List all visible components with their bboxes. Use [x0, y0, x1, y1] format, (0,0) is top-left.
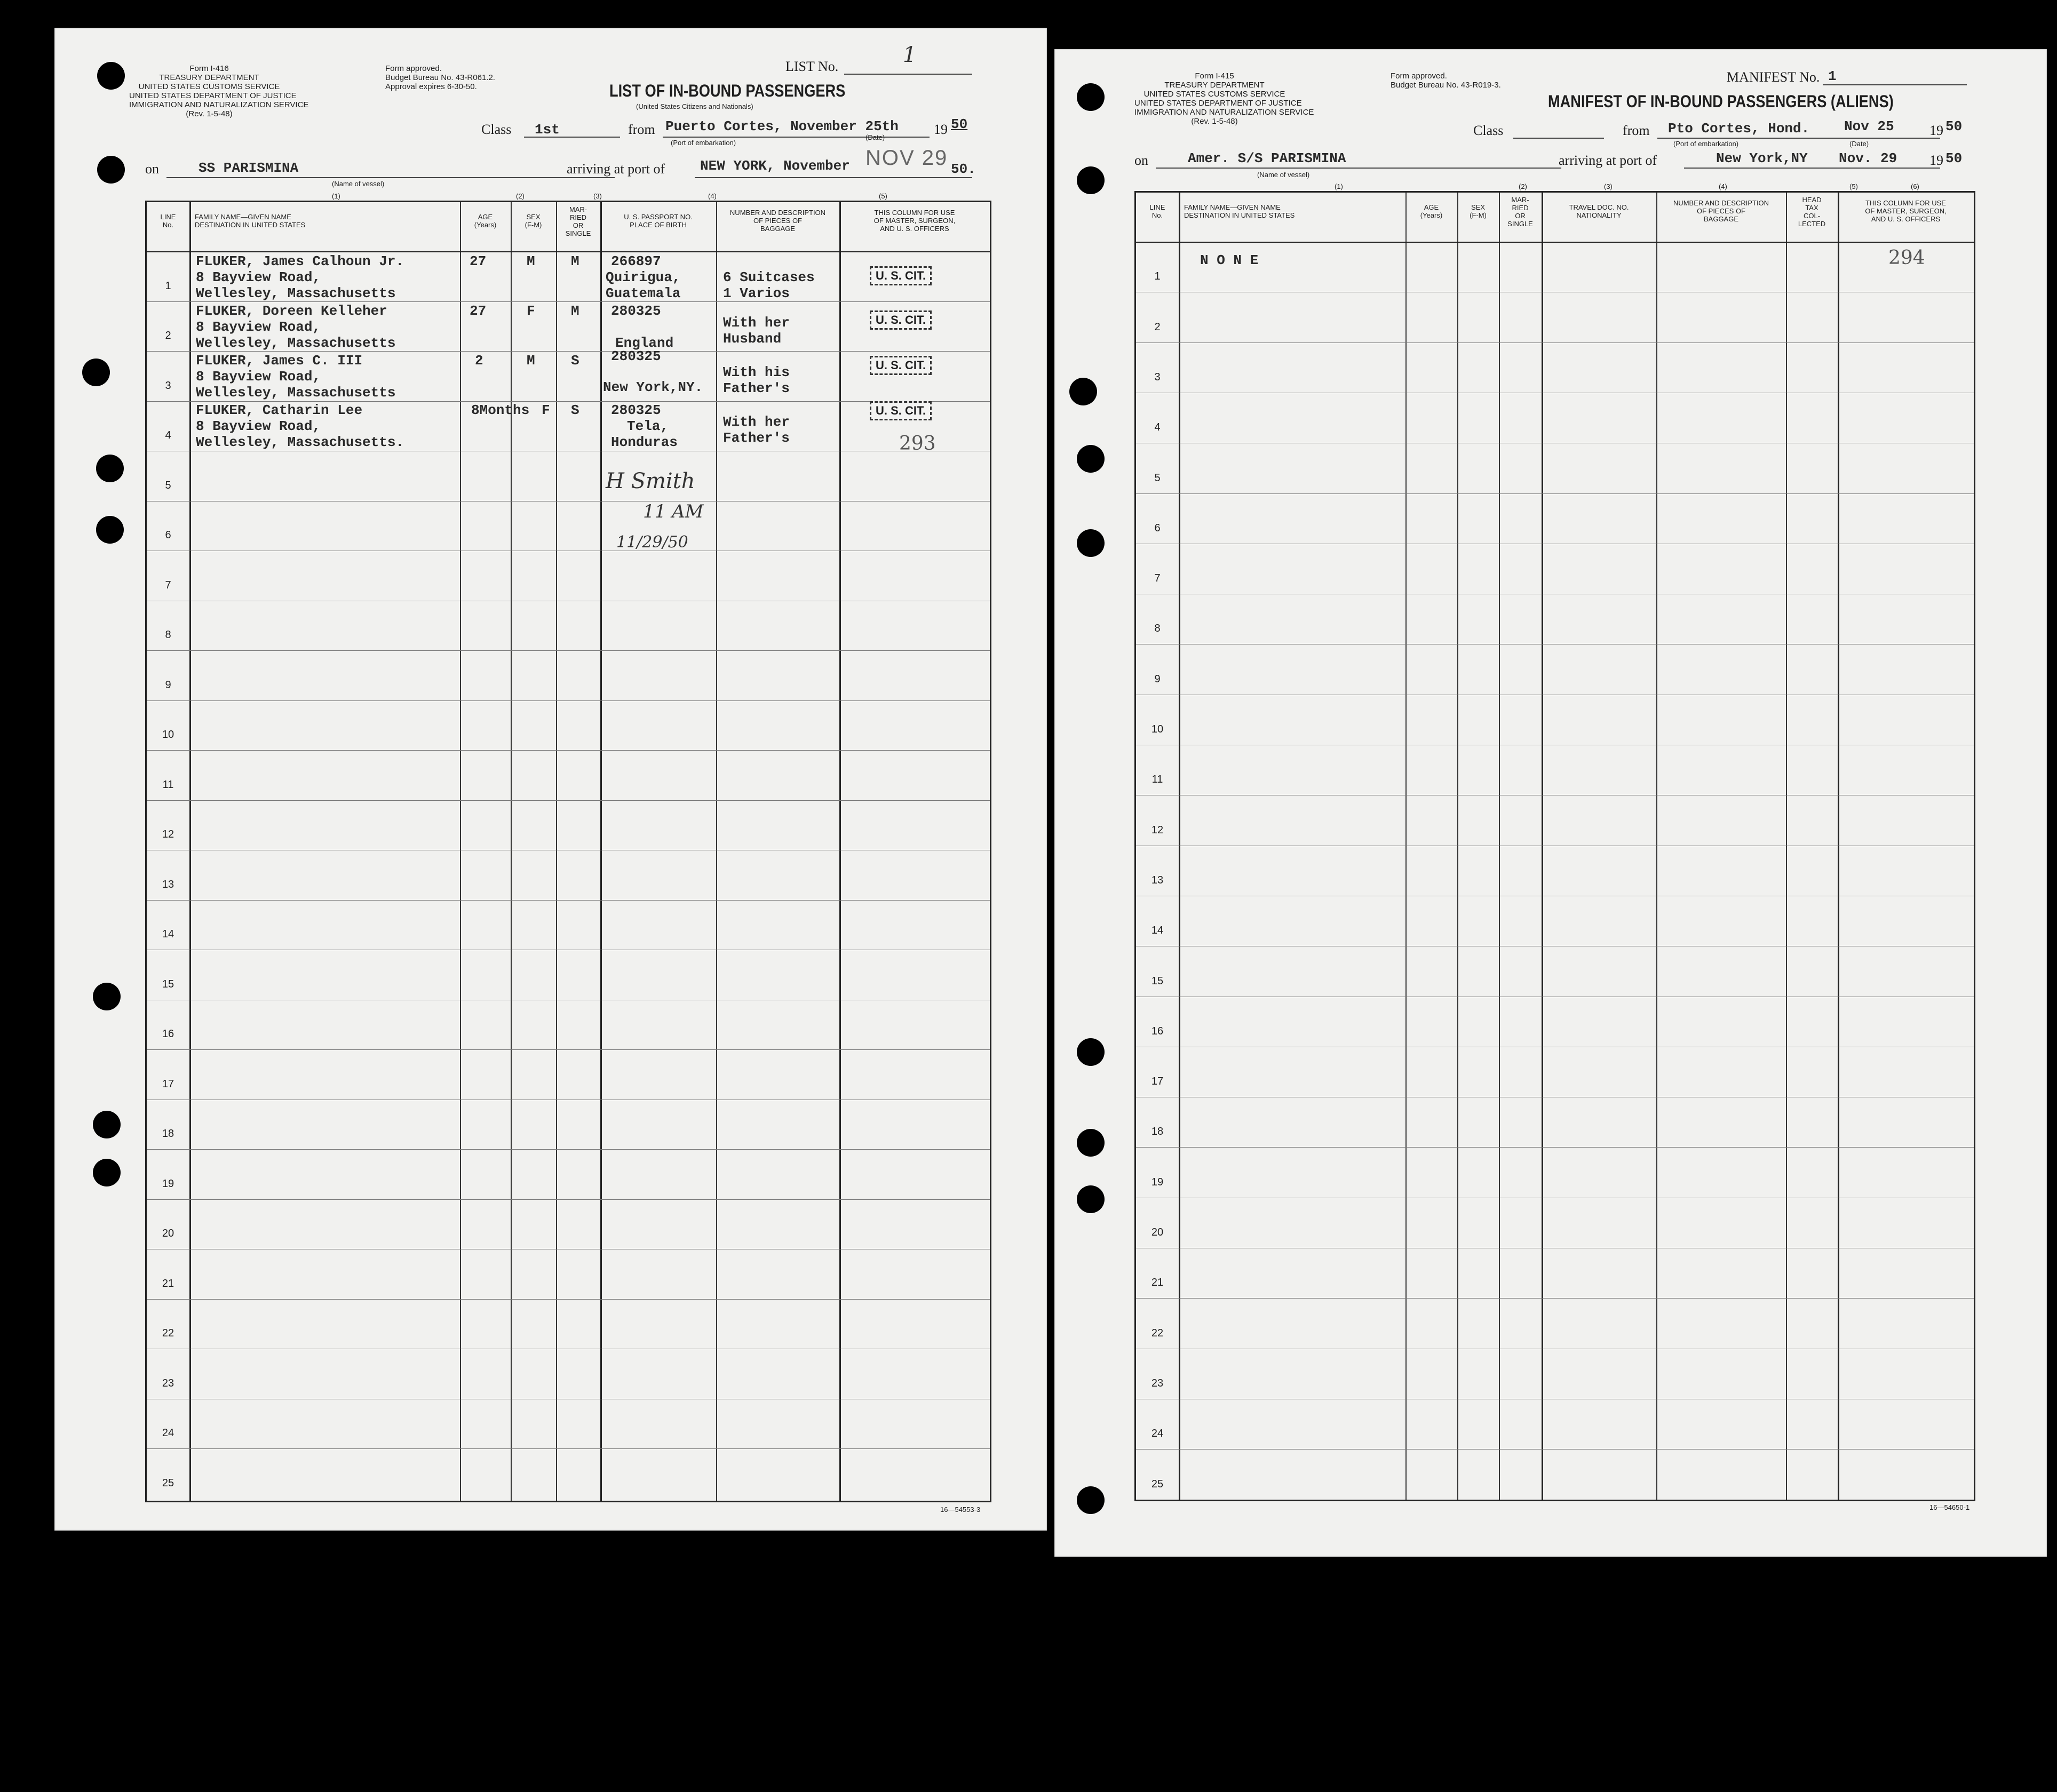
passenger-married: S: [571, 353, 579, 369]
citizen-stamp: U. S. CIT.: [870, 266, 932, 285]
header-name: FAMILY NAME—GIVEN NAME DESTINATION IN UNITED STATES: [195, 213, 306, 229]
passenger-age: 8Months: [471, 402, 530, 418]
vessel-name: Amer. S/S PARISMINA: [1188, 150, 1346, 166]
baggage-desc: 6 Suitcases: [723, 269, 815, 285]
vessel-caption: (Name of vessel): [1257, 171, 1310, 179]
header-officers: THIS COLUMN FOR USE OF MASTER, SURGEON, AND U. S. OFFICERS: [873, 209, 956, 233]
date-caption: (Date): [865, 133, 885, 141]
passenger-address: 8 Bayview Road,: [196, 418, 321, 434]
approval-expires: Approval expires 6-30-50.: [385, 82, 477, 91]
line-number: 11: [1151, 774, 1163, 786]
line-number: 12: [162, 829, 174, 840]
line-number: 19: [1151, 1176, 1164, 1188]
line-number: 23: [1151, 1377, 1164, 1389]
header-married: MAR- RIED OR SINGLE: [1507, 196, 1533, 228]
page-title: LIST OF IN-BOUND PASSENGERS: [609, 81, 846, 100]
doj-name: UNITED STATES DEPARTMENT OF JUSTICE: [129, 91, 297, 100]
citizen-stamp: U. S. CIT.: [870, 310, 932, 330]
line-number: 6: [1154, 522, 1161, 534]
line-number: 10: [1151, 723, 1164, 735]
passenger-age: 27: [470, 253, 487, 269]
inspection-date: 11/29/50: [616, 533, 688, 552]
row-divider: [147, 1149, 990, 1150]
line-number: 18: [162, 1128, 174, 1140]
passenger-name: FLUKER, James Calhoun Jr.: [196, 253, 404, 269]
arrival-date-stamp: NOV 29: [865, 146, 948, 170]
list-no-label: LIST No.: [785, 59, 839, 74]
dept-name: TREASURY DEPARTMENT: [159, 73, 259, 82]
vessel-caption: (Name of vessel): [332, 180, 385, 188]
punch-hole: [93, 1111, 121, 1138]
col-num: (4): [708, 192, 717, 200]
punch-hole: [1077, 83, 1105, 111]
passenger-address: 8 Bayview Road,: [196, 269, 321, 285]
line-number: 4: [1154, 421, 1161, 434]
arrival-year: 50: [1945, 150, 1963, 166]
line-number: 22: [162, 1327, 174, 1339]
birth-country: Honduras: [611, 434, 678, 450]
passport-number: 280325: [611, 402, 661, 418]
punch-hole: [1077, 1486, 1105, 1514]
form-approved: Form approved.: [1391, 71, 1447, 81]
passenger-address: 8 Bayview Road,: [196, 319, 321, 335]
passenger-city: Wellesley, Massachusetts: [196, 385, 396, 401]
header-sex: SEX (F-M): [1470, 203, 1487, 219]
line-number: 19: [162, 1177, 174, 1190]
arriving-label: arriving at port of: [1559, 153, 1657, 168]
manifest-no-label: MANIFEST No.: [1727, 69, 1820, 85]
birth-place: Quirigua,: [606, 269, 681, 285]
punch-hole: [96, 455, 124, 482]
revision: (Rev. 1-5-48): [186, 109, 233, 118]
punch-hole: [96, 516, 124, 544]
form-id: Form I-415: [1195, 71, 1234, 81]
baggage-desc-2: Father's: [723, 380, 790, 396]
line-number: 8: [165, 629, 171, 641]
citizen-stamp: U. S. CIT.: [870, 356, 932, 375]
passenger-row: [147, 348, 990, 401]
col-num: (3): [593, 192, 602, 200]
header-line-no: LINE No.: [160, 213, 176, 229]
arriving-port: New York,NY: [1716, 150, 1808, 166]
col-num: (1): [1335, 182, 1343, 190]
port-embarkation-caption: (Port of embarkation): [671, 139, 736, 147]
col-num: (5): [879, 192, 887, 200]
right-manifest-page: [1054, 49, 2047, 1557]
line-number: 14: [162, 928, 174, 940]
header-age: AGE (Years): [474, 213, 497, 229]
line-number: 15: [1151, 975, 1164, 987]
birth-country: England: [615, 335, 674, 351]
passenger-row: [147, 251, 990, 301]
header-baggage: NUMBER AND DESCRIPTION OF PIECES OF BAGGAGE: [1673, 199, 1769, 223]
line-number: 8: [1154, 623, 1161, 635]
baggage-desc: With her: [723, 414, 790, 430]
class-label: Class: [481, 122, 512, 137]
passenger-name: FLUKER, James C. III: [196, 353, 363, 369]
left-manifest-page: [54, 28, 1047, 1531]
birth-country: Guatemala: [606, 285, 681, 301]
header-line-no: LINE No.: [1149, 203, 1165, 219]
line-number: 17: [162, 1078, 174, 1090]
budget-no: Budget Bureau No. 43-R019-3.: [1391, 81, 1501, 90]
none-entry: N O N E: [1200, 252, 1259, 268]
list-no-value: 1: [903, 43, 917, 67]
arriving-label: arriving at port of: [567, 161, 665, 177]
punch-hole: [1077, 1185, 1105, 1213]
punch-hole: [1077, 445, 1105, 473]
line-number: 20: [1151, 1226, 1164, 1238]
passenger-row: [147, 400, 990, 450]
revision: (Rev. 1-5-48): [1191, 117, 1238, 126]
birth-place: Tela,: [627, 418, 669, 434]
form-footer: 16—54553-3: [940, 1506, 981, 1514]
header-sex: SEX (F-M): [525, 213, 542, 229]
line-number: 13: [1151, 874, 1164, 886]
line-number: 13: [162, 878, 174, 890]
header-married: MAR- RIED OR SINGLE: [565, 205, 591, 237]
passenger-sex: F: [527, 303, 535, 319]
line-number: 25: [162, 1477, 174, 1489]
line-number: 1: [165, 280, 171, 292]
line-number: 24: [162, 1427, 174, 1439]
date-caption: (Date): [1849, 140, 1869, 148]
col-num: (1): [332, 192, 340, 200]
class-label: Class: [1473, 123, 1504, 138]
passenger-sex: M: [527, 253, 535, 269]
row-divider: [1136, 493, 1974, 494]
row-divider: [147, 900, 990, 901]
from-value: Puerto Cortes, November 25th: [665, 118, 899, 134]
class-value: 1st: [535, 122, 560, 138]
baggage-desc: With her: [723, 315, 790, 331]
line-number: 10: [162, 729, 174, 740]
vessel-name: SS PARISMINA: [198, 160, 299, 176]
inspector-signature: H Smith: [606, 469, 695, 493]
line-number: 1: [1154, 270, 1161, 283]
punch-hole: [97, 156, 125, 184]
col-num: (4): [1719, 182, 1727, 190]
birth-country: New York,NY.: [603, 379, 703, 395]
ins-name: IMMIGRATION AND NATURALIZATION SERVICE: [1134, 108, 1314, 117]
from-label: from: [1623, 123, 1650, 138]
line-number: 4: [165, 429, 171, 441]
punch-hole: [1069, 378, 1097, 405]
year-prefix: 19: [1929, 123, 1943, 138]
line-number: 21: [162, 1277, 174, 1289]
col-num: (3): [1604, 182, 1613, 190]
line-number: 12: [1151, 824, 1164, 836]
ins-name: IMMIGRATION AND NATURALIZATION SERVICE: [129, 100, 309, 109]
line-number: 5: [165, 479, 171, 491]
manifest-no-value: 1: [1828, 68, 1837, 84]
col-num: (2): [1519, 182, 1527, 190]
line-number: 14: [1151, 925, 1164, 937]
year-prefix: 19: [934, 122, 948, 137]
punch-hole: [1077, 166, 1105, 194]
passport-number: 280325: [611, 348, 661, 364]
doj-name: UNITED STATES DEPARTMENT OF JUSTICE: [1134, 99, 1302, 108]
form-approved: Form approved.: [385, 64, 442, 73]
inspection-time: 11 AM: [643, 501, 704, 522]
punch-hole: [93, 983, 121, 1010]
col-num: (6): [1911, 182, 1919, 190]
header-officers: THIS COLUMN FOR USE OF MASTER, SURGEON, AND U. S. OFFICERS: [1865, 199, 1947, 223]
line-number: 22: [1151, 1327, 1164, 1339]
row-divider: [1136, 1298, 1974, 1299]
arrival-date: Nov. 29: [1839, 150, 1897, 166]
line-number: 17: [1151, 1076, 1164, 1088]
line-number: 3: [165, 379, 171, 392]
line-number: 24: [1151, 1428, 1164, 1440]
passenger-row: [147, 301, 990, 351]
line-number: 18: [1151, 1126, 1164, 1138]
port-embarkation-caption: (Port of embarkation): [1673, 140, 1739, 148]
line-number: 16: [162, 1028, 174, 1040]
passenger-married: M: [571, 303, 579, 319]
alien-passenger-table: [1134, 191, 1975, 1501]
departure-date: Nov 25: [1844, 118, 1894, 134]
line-number: 20: [162, 1228, 174, 1239]
year-value: 50: [1945, 118, 1963, 134]
citizen-stamp: U. S. CIT.: [870, 401, 932, 420]
line-number: 3: [1154, 371, 1161, 383]
passenger-table: [145, 201, 991, 1502]
passenger-city: Wellesley, Massachusetts: [196, 335, 396, 351]
from-label: from: [628, 122, 655, 137]
header-baggage: NUMBER AND DESCRIPTION OF PIECES OF BAGGAGE: [729, 209, 826, 233]
punch-hole: [1077, 529, 1105, 557]
line-number: 25: [1151, 1478, 1164, 1490]
line-number: 15: [162, 978, 174, 990]
passenger-sex: F: [542, 402, 550, 418]
row-divider: [147, 1448, 990, 1449]
baggage-desc-2: 1 Varios: [723, 285, 790, 301]
row-divider: [147, 750, 990, 751]
year-value: 50: [951, 116, 968, 132]
line-number: 9: [1154, 673, 1161, 685]
passenger-name: FLUKER, Doreen Kelleher: [196, 303, 387, 319]
line-number: 7: [165, 579, 171, 591]
on-label: on: [1134, 153, 1148, 168]
header-passport: U. S. PASSPORT NO. PLACE OF BIRTH: [624, 213, 693, 229]
baggage-desc-2: Father's: [723, 430, 790, 446]
header-name: FAMILY NAME—GIVEN NAME DESTINATION IN UNITED STATES: [1184, 203, 1295, 219]
budget-no: Budget Bureau No. 43-R061.2.: [385, 73, 495, 82]
line-number: 21: [1151, 1277, 1164, 1289]
punch-hole: [1077, 1038, 1105, 1066]
punch-hole: [93, 1159, 121, 1186]
row-divider: [147, 650, 990, 651]
arrival-year: 50.: [951, 161, 976, 177]
col-num: (5): [1849, 182, 1858, 190]
line-number: 2: [165, 330, 171, 341]
page-number-stamp: 293: [899, 433, 936, 455]
service-name: UNITED STATES CUSTOMS SERVICE: [1143, 90, 1285, 99]
row-divider: [147, 800, 990, 801]
passenger-city: Wellesley, Massachusetts.: [196, 434, 404, 450]
passport-number: 266897: [611, 253, 661, 269]
passenger-sex: M: [527, 353, 535, 369]
punch-hole: [82, 359, 110, 386]
baggage-desc-2: Husband: [723, 331, 782, 347]
col-num: (2): [516, 192, 525, 200]
row-divider: [147, 1299, 990, 1300]
service-name: UNITED STATES CUSTOMS SERVICE: [138, 82, 280, 91]
from-value: Pto Cortes, Hond.: [1668, 121, 1810, 137]
punch-hole: [97, 62, 125, 90]
line-number: 11: [162, 778, 174, 791]
dept-name: TREASURY DEPARTMENT: [1164, 81, 1265, 90]
page-subtitle: (United States Citizens and Nationals): [636, 102, 753, 110]
form-id: Form I-416: [189, 64, 229, 73]
form-footer: 16—54650-1: [1929, 1503, 1970, 1511]
arriving-port: NEW YORK, November: [700, 158, 850, 174]
row-divider: [1136, 1147, 1974, 1148]
line-number: 2: [1154, 321, 1161, 333]
line-number: 23: [162, 1377, 174, 1389]
header-age: AGE (Years): [1420, 203, 1443, 219]
passenger-married: S: [571, 402, 579, 418]
line-number: 6: [165, 529, 171, 541]
on-label: on: [145, 161, 159, 177]
line-number: 7: [1154, 572, 1161, 585]
header-travel-doc: TRAVEL DOC. NO. NATIONALITY: [1569, 203, 1629, 219]
passenger-married: M: [571, 253, 579, 269]
line-number: 5: [1154, 472, 1161, 484]
passenger-age: 27: [470, 303, 487, 319]
row-divider: [147, 1049, 990, 1050]
passport-number: 280325: [611, 303, 661, 319]
passenger-name: FLUKER, Catharin Lee: [196, 402, 363, 418]
page-number-stamp: 294: [1888, 247, 1925, 269]
line-number: 9: [165, 679, 171, 691]
passenger-city: Wellesley, Massachusetts: [196, 285, 396, 301]
passenger-address: 8 Bayview Road,: [196, 369, 321, 385]
row-divider: [147, 1199, 990, 1200]
punch-hole: [1077, 1129, 1105, 1157]
row-divider: [147, 700, 990, 701]
header-head-tax: HEAD TAX COL- LECTED: [1798, 196, 1826, 228]
baggage-desc: With his: [723, 364, 790, 380]
page-title: MANIFEST OF IN-BOUND PASSENGERS (ALIENS): [1548, 92, 1894, 111]
line-number: 16: [1151, 1025, 1164, 1037]
passenger-age: 2: [475, 353, 483, 369]
year-prefix: 19: [1929, 153, 1943, 168]
